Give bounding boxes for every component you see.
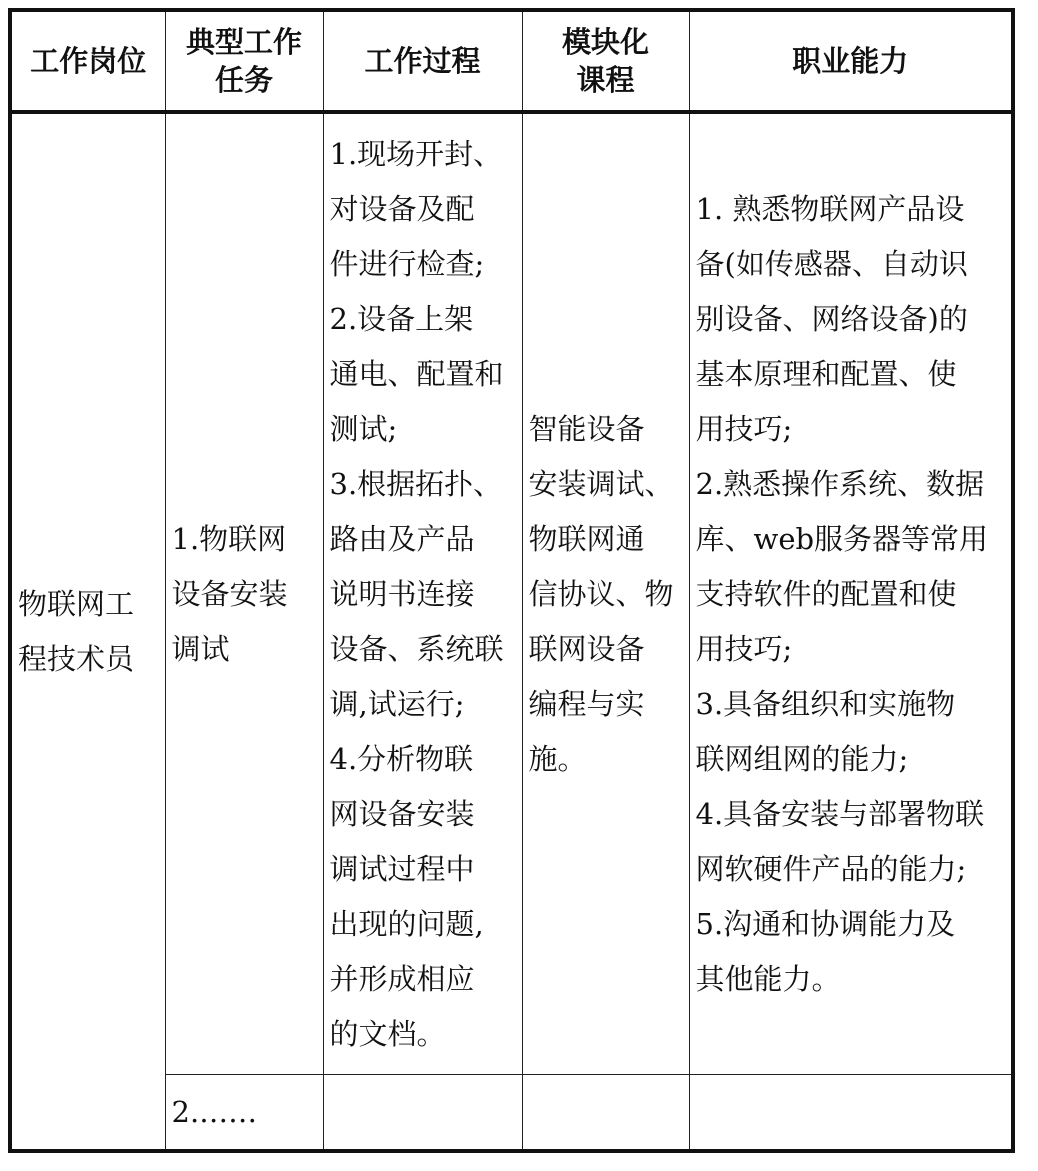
cell-position: 物联网工 程技术员: [10, 112, 165, 1151]
cell-modular-course: [522, 1075, 689, 1152]
cell-typical-task: 2.……: [165, 1075, 323, 1152]
cell-work-process: [323, 1075, 522, 1152]
job-analysis-table-container: [8, 8, 1011, 1149]
header-position: 工作岗位: [10, 10, 165, 112]
cell-work-process: 1.现场开封、 对设备及配 件进行检查; 2.设备上架 通电、配置和 测试; 3.根据拓扑、 路由及产品 说明书连接 设备、系统联 调,试运行; 4.分析物联 网设备安装 调试过程中 出现的问题, 并形成相应 的文档。: [323, 112, 522, 1075]
header-typical-task: 典型工作 任务: [165, 10, 323, 112]
job-analysis-table: [8, 8, 1015, 1153]
header-professional-ability: 职业能力: [689, 10, 1013, 112]
cell-professional-ability: [689, 1075, 1013, 1152]
cell-modular-course: 智能设备 安装调试、 物联网通 信协议、物 联网设备 编程与实 施。: [522, 112, 689, 1075]
cell-professional-ability: 1. 熟悉物联网产品设 备(如传感器、自动识 别设备、网络设备)的 基本原理和配置、使 用技巧; 2.熟悉操作系统、数据 库、web服务器等常用 支持软件的配置和使 用技巧; 3.具备组织和实施物 联网组网的能力; 4.具备安装与部署物联 网软硬件产品的能力; 5.沟通和协调能力及 其他能力。: [689, 112, 1013, 1075]
table-row: [10, 112, 1013, 1075]
table-header-row: [10, 10, 1013, 112]
header-modular-course: 模块化 课程: [522, 10, 689, 112]
header-work-process: 工作过程: [323, 10, 522, 112]
cell-typical-task: 1.物联网 设备安装 调试: [165, 112, 323, 1075]
